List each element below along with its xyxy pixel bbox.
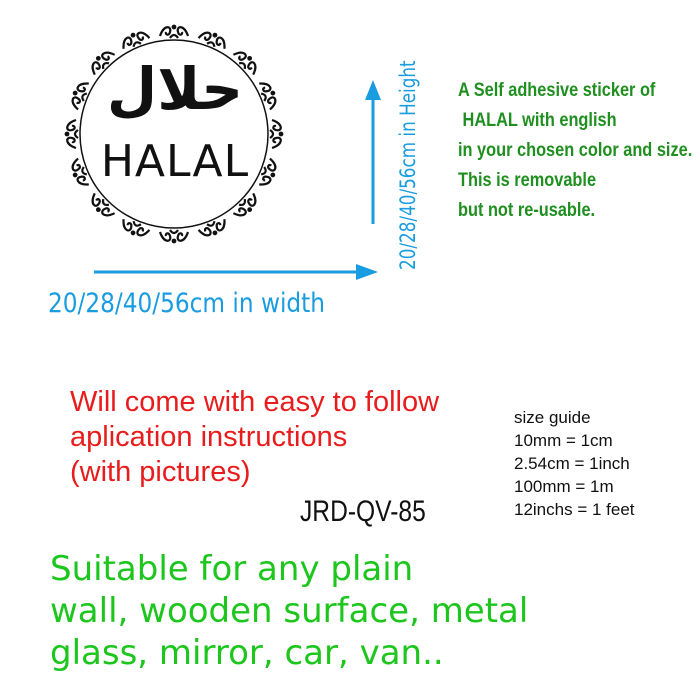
instructions-line: aplication instructions [70,421,348,453]
height-label: 20/28/40/56cm in Height [396,60,420,270]
description-line: This is removable [458,170,597,191]
product-description [458,76,693,226]
description-line: A Self adhesive sticker of [458,80,656,101]
suitability-line: wall, wooden surface, metal [50,591,529,631]
suitability-line: Suitable for any plain [50,549,414,589]
size-guide-line: 2.54cm = 1inch [514,454,630,473]
size-guide-line: 10mm = 1cm [514,431,613,450]
product-code: JRD-QV-85 [300,495,426,528]
width-arrow-icon [90,262,380,282]
width-label: 20/28/40/56cm in width [48,288,325,319]
suitability-note [50,548,528,674]
halal-arabic-text: حلال [106,55,244,123]
suitability-line: glass, mirror, car, van.. [50,633,444,673]
instructions-line: Will come with easy to follow [70,386,440,418]
instructions-note [70,385,439,490]
description-line: but not re-usable. [458,200,596,221]
height-arrow-icon [362,78,384,228]
description-line: in your chosen color and size. [458,140,693,161]
halal-english-text: HALAL [100,136,250,187]
size-guide-line: 100mm = 1m [514,477,614,496]
size-guide-title: size guide [514,408,591,427]
size-guide [514,406,635,521]
instructions-line: (with pictures) [70,456,251,488]
description-line: HALAL with english [458,110,617,131]
size-guide-line: 12inchs = 1 feet [514,500,635,519]
